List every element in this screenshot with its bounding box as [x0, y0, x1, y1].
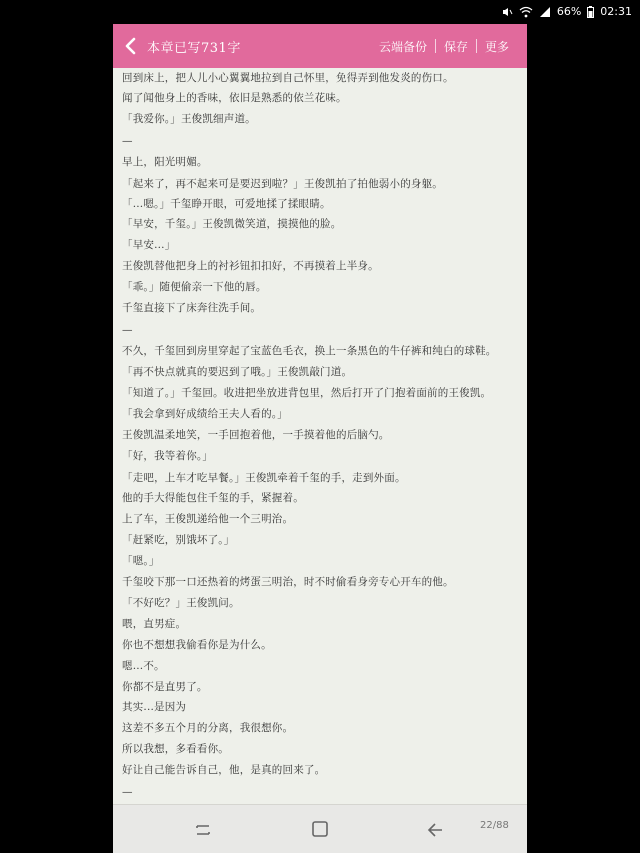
- text-line: 早上，阳光明媚。: [122, 156, 208, 168]
- text-line: 「嗯。」: [122, 555, 160, 567]
- save-button[interactable]: 保存: [443, 39, 468, 54]
- text-line: 其实...是因为: [122, 701, 187, 713]
- back-nav-icon: [426, 822, 444, 838]
- text-line: 上了车，王俊凯递给他一个三明治。: [122, 513, 294, 525]
- navigation-bar: [113, 804, 527, 853]
- signal-icon: [539, 6, 551, 18]
- text-line: —: [122, 324, 133, 336]
- text-line: 「起来了，再不起来可是要迟到啦？」王俊凯拍了拍他弱小的身躯。: [122, 178, 443, 190]
- text-line: 「知道了。」千玺回。收进把坐放进背包里，然后打开了门抱着面前的王俊凯。: [122, 387, 492, 399]
- text-line: 「...嗯。」千玺睁开眼，可爱地揉了揉眼睛。: [122, 198, 331, 210]
- text-line: —: [122, 135, 133, 147]
- text-line: 所以我想，多看看你。: [122, 743, 229, 755]
- text-line: 好让自己能告诉自己，他，是真的回来了。: [122, 764, 326, 776]
- text-line: 「乖。」随便偷亲一下他的唇。: [122, 281, 267, 293]
- more-button[interactable]: 更多: [484, 39, 509, 54]
- text-line: 「我会拿到好成绩给王夫人看的。」: [122, 408, 288, 420]
- clock: 02:31: [600, 5, 632, 18]
- text-line: 千玺直接下了床奔往洗手间。: [122, 302, 262, 314]
- text-line: 千玺咬下那一口还热着的烤蛋三明治，时不时偷看身旁专心开车的他。: [122, 576, 454, 588]
- home-button[interactable]: [290, 805, 509, 853]
- back-arrow-icon: [123, 37, 137, 55]
- text-line: 「我爱你。」王俊凯细声道。: [122, 113, 256, 125]
- text-line: 王俊凯温柔地笑，一手回抱着他，一手摸着他的后脑勺。: [122, 429, 390, 441]
- text-line: 「再不快点就真的要迟到了哦。」王俊凯敲门道。: [122, 366, 353, 378]
- text-line: 「赶紧吃，别饿坏了。」: [122, 534, 235, 546]
- text-line: 「早安...」: [122, 239, 176, 251]
- text-line: —: [122, 786, 133, 798]
- text-line: 「走吧，上车才吃早餐。」王俊凯牵着千玺的手，走到外面。: [122, 472, 406, 484]
- home-icon: [310, 821, 330, 839]
- text-line: 「早安，千玺。」王俊凯微笑道，摸摸他的脸。: [122, 218, 342, 230]
- text-editor[interactable]: [113, 68, 527, 804]
- text-line: 这差不多五个月的分离，我很想你。: [122, 722, 294, 734]
- phone-screen: [113, 24, 527, 853]
- page-counter: 22/88: [480, 820, 509, 831]
- text-line: 嗯...不。: [122, 660, 165, 672]
- back-nav-button[interactable]: [405, 805, 465, 853]
- text-line: 「好，我等着你。」: [122, 450, 214, 462]
- wifi-icon: [519, 6, 533, 18]
- text-line: 你都不是直男了。: [122, 681, 208, 693]
- text-line: 你也不想想我偷看你是为什么。: [122, 639, 272, 651]
- text-line: 不久，千玺回到房里穿起了宝蓝色毛衣，换上一条黑色的牛仔裤和纯白的球鞋。: [122, 345, 497, 357]
- back-button[interactable]: [113, 24, 147, 68]
- cloud-backup-button[interactable]: 云端备份: [378, 39, 427, 54]
- battery-percent: 66%: [556, 5, 582, 18]
- status-icons: [501, 5, 632, 18]
- text-line: 王俊凯替他把身上的衬衫钮扣扣好，不再摸着上半身。: [122, 260, 379, 272]
- recent-apps-icon: [194, 822, 212, 838]
- mute-icon: [501, 6, 513, 18]
- battery-icon: [587, 6, 594, 18]
- text-line: 回到床上，把人儿小心翼翼地拉到自己怀里，免得弄到他发炎的伤口。: [122, 72, 454, 84]
- recent-apps-button[interactable]: [173, 805, 233, 853]
- app-header: [113, 24, 527, 68]
- header-actions: [371, 38, 517, 55]
- text-line: 他的手大得能包住千玺的手，紧握着。: [122, 492, 304, 504]
- text-line: 喂，直男症。: [122, 618, 187, 630]
- page-title: 本章已写731字: [147, 40, 241, 56]
- text-line: 闻了闻他身上的香味，依旧是熟悉的依兰花味。: [122, 92, 347, 104]
- status-bar: [0, 0, 640, 24]
- text-line: 「不好吃？」王俊凯问。: [122, 597, 240, 609]
